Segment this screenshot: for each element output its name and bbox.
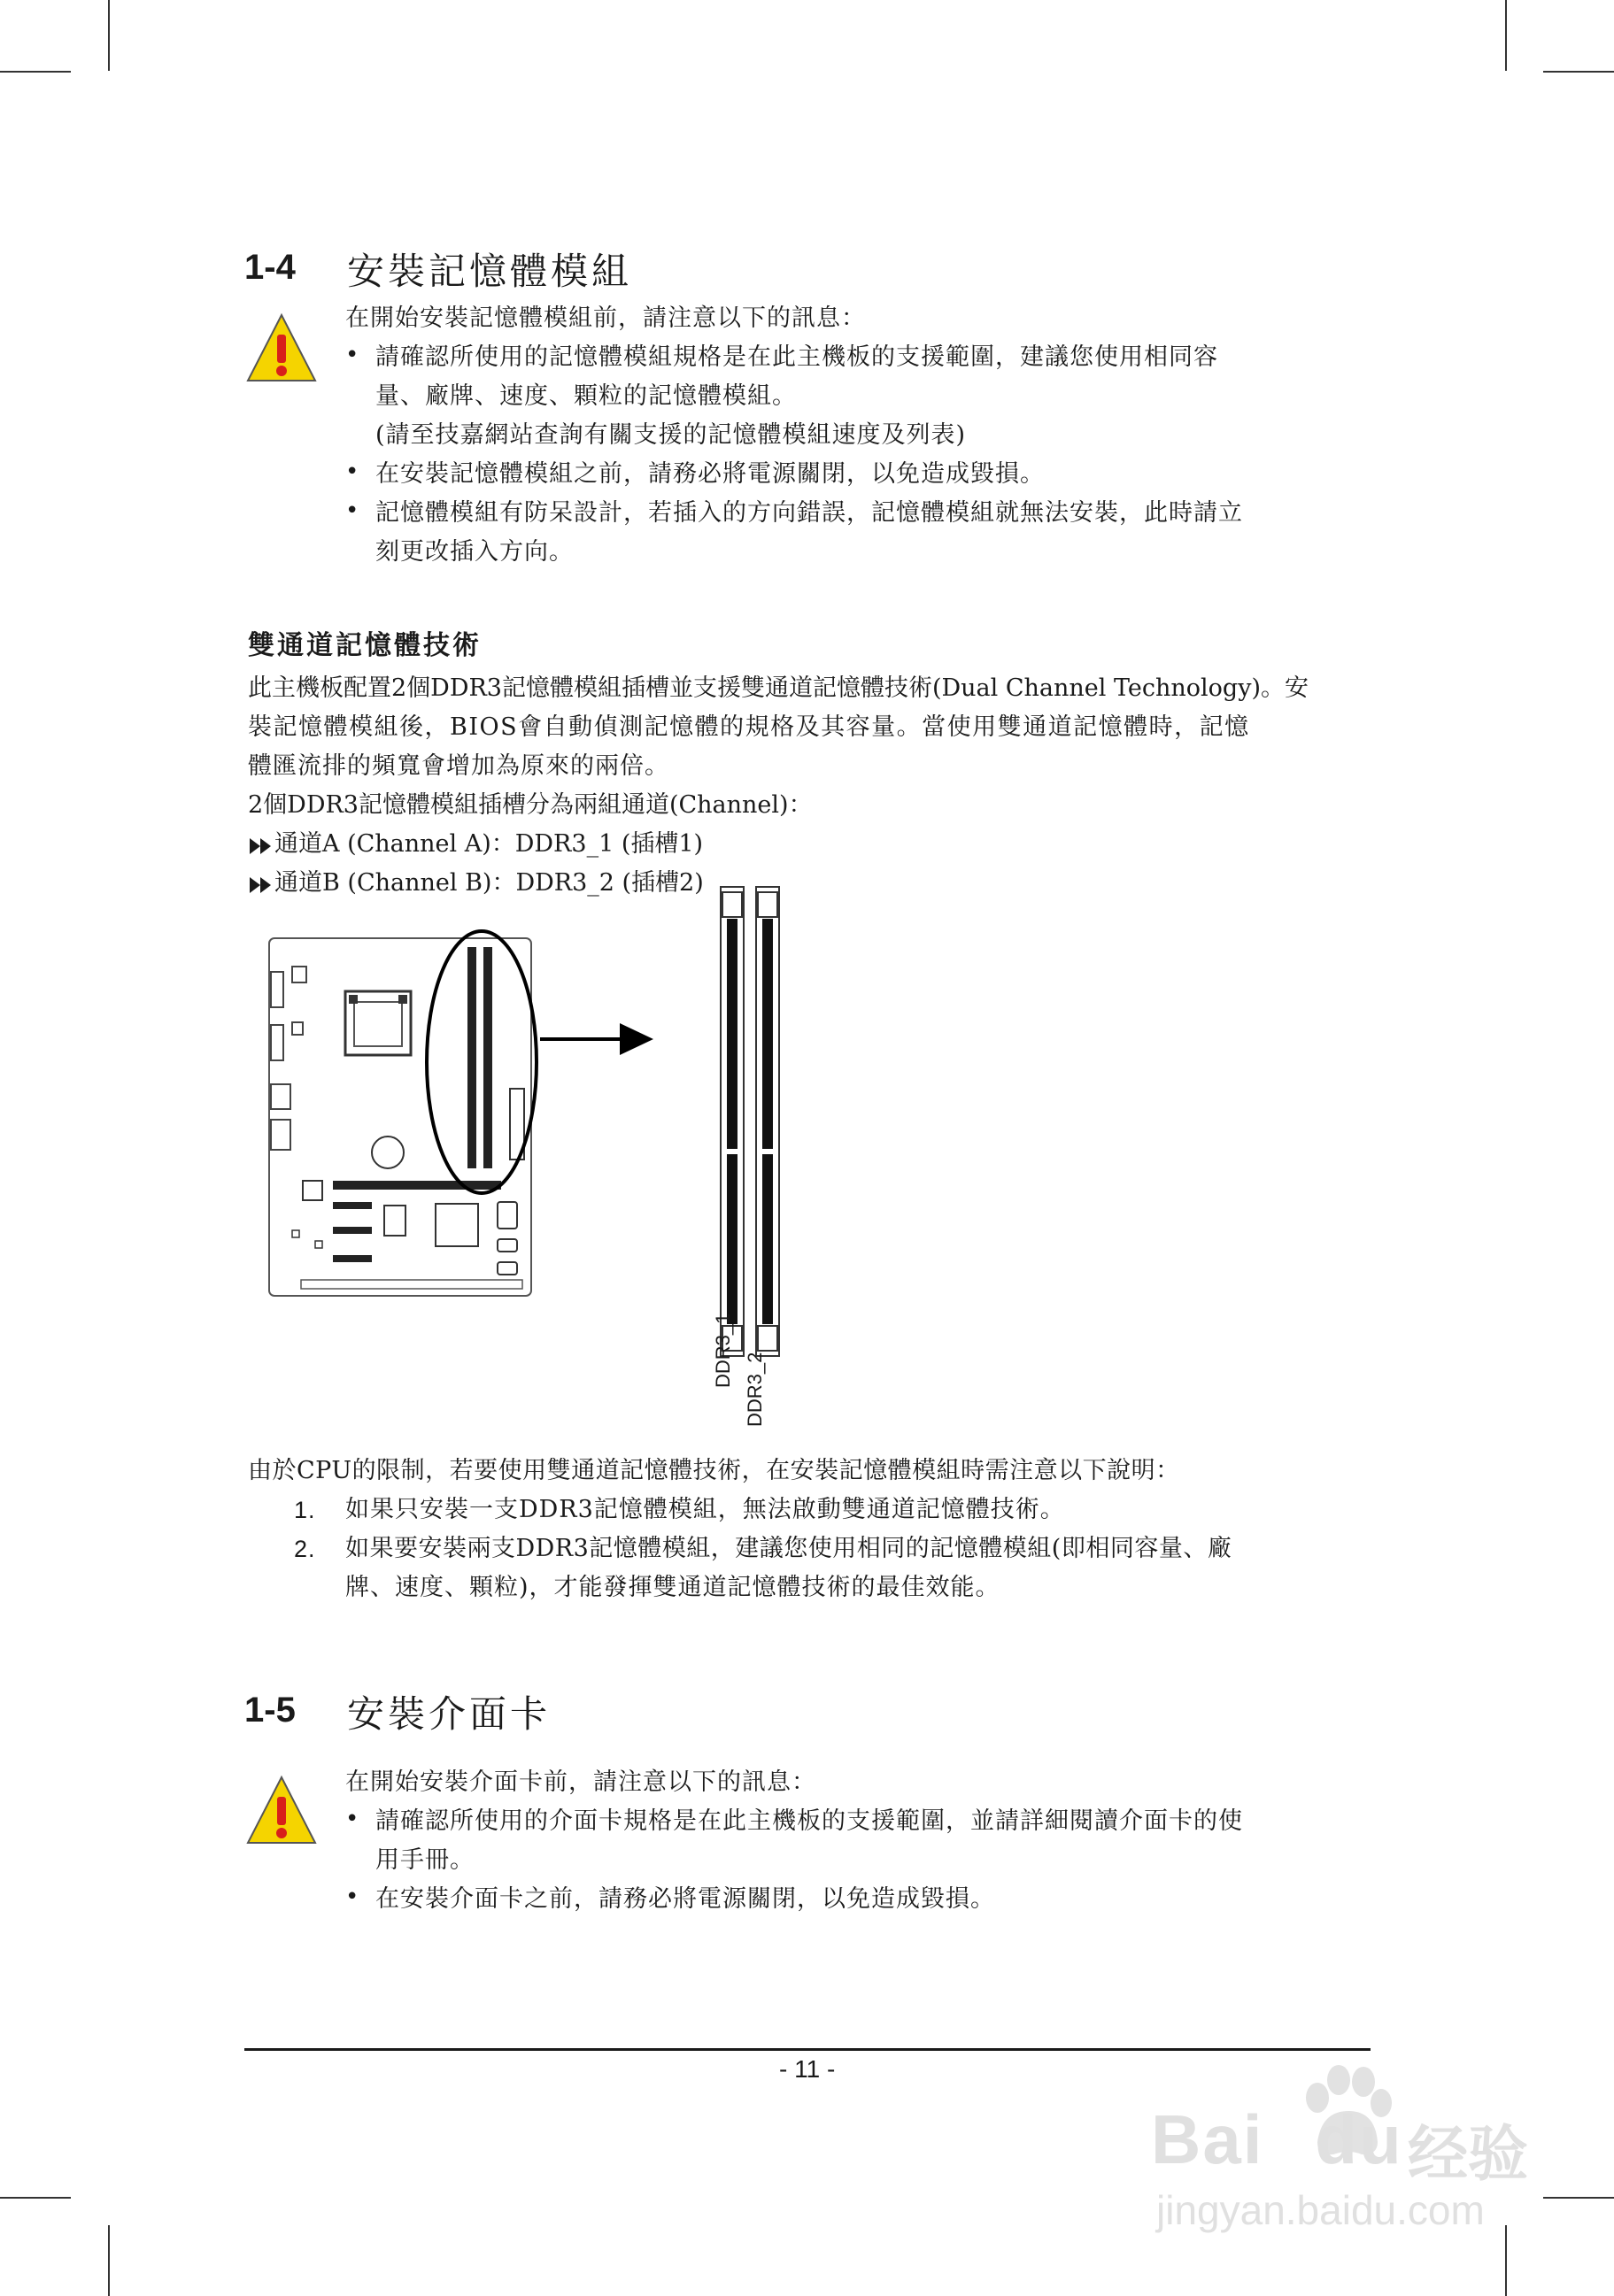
subsection-title: 雙通道記憶體技術 [248,630,482,661]
bullet-dot: • [345,342,359,368]
crop-mark [1543,2197,1614,2199]
warning-icon [244,1774,319,1848]
double-arrow-icon [250,875,273,895]
bullet-text: 在安裝記憶體模組之前，請務必將電源關閉，以免造成毀損。 [375,460,1045,488]
bullet-dot: • [345,458,359,485]
list-number: 1. [294,1497,316,1523]
channel-a: 通道A (Channel A)：DDR3_1 (插槽1) [274,830,704,858]
warning-intro: 在開始安裝記憶體模組前，請注意以下的訊息： [345,304,866,332]
bullet-dot: • [345,497,359,524]
paragraph-line: 體匯流排的頻寬會增加為原來的兩倍。 [248,752,669,780]
pointer-arrow [540,1020,655,1059]
paragraph-line: 裝記憶體模組後，BIOS會自動偵測記憶體的規格及其容量。當使用雙通道記憶體時，記憶 [248,713,1250,741]
watermark-brand-2: du [1315,2100,1403,2178]
crop-mark [1543,71,1614,73]
footer-rule [244,2048,1371,2051]
warning-intro: 在開始安裝介面卡前，請注意以下的訊息： [345,1768,816,1796]
bullet-text: 請確認所使用的介面卡規格是在此主機板的支援範圍，並請詳細閱讀介面卡的使 [375,1807,1243,1835]
watermark-url: jingyan.baidu.com [1156,2187,1485,2233]
paragraph-line: 此主機板配置2個DDR3記憶體模組插槽並支援雙通道記憶體技術(Dual Channel Technology)。安 [248,674,1309,702]
list-number: 2. [294,1536,316,1562]
crop-mark [0,2197,71,2199]
bullet-text: 量、廠牌、速度、顆粒的記憶體模組。 [375,382,797,410]
bullet-text: 刻更改插入方向。 [375,538,574,566]
crop-mark [0,71,71,73]
baidu-watermark [1142,2062,1532,2239]
list-text: 如果要安裝兩支DDR3記憶體模組，建議您使用相同的記憶體模組(即相同容量、廠 [345,1535,1232,1562]
crop-mark [108,0,110,71]
crop-mark [108,2225,110,2296]
double-arrow-icon [250,836,273,856]
watermark-brand [1151,2100,1403,2180]
watermark-brand-1: Bai [1151,2100,1264,2178]
warning-icon [244,312,319,386]
bullet-text: 記憶體模組有防呆設計，若插入的方向錯誤，記憶體模組就無法安裝，此時請立 [375,499,1243,527]
slot-label-ddr3-2: DDR3_2 [744,1352,766,1427]
page-number: - 11 - [779,2055,836,2083]
motherboard-diagram [266,921,549,1301]
slots-line: 2個DDR3記憶體模組插槽分為兩組通道(Channel)： [248,791,813,819]
bullet-dot: • [345,1806,359,1832]
section-title: 安裝記憶體模組 [347,250,633,293]
section-number: 1-5 [244,1691,296,1730]
bullet-text: (請至技嘉網站查詢有關支援的記憶體模組速度及列表) [375,421,967,449]
list-text: 牌、速度、顆粒)，才能發揮雙通道記憶體技術的最佳效能。 [345,1574,1000,1601]
list-text: 如果只安裝一支DDR3記憶體模組，無法啟動雙通道記憶體技術。 [345,1496,1065,1523]
dimm-slots-detail [715,883,790,1361]
section-number: 1-4 [244,248,296,287]
bullet-text: 請確認所使用的記憶體模組規格是在此主機板的支援範圍，建議您使用相同容 [375,343,1218,371]
bullet-dot: • [345,1884,359,1910]
channel-b: 通道B (Channel B)：DDR3_2 (插槽2) [274,869,704,897]
bullet-text: 在安裝介面卡之前，請務必將電源關閉，以免造成毀損。 [375,1885,995,1913]
slot-label-ddr3-1: DDR3_1 [712,1313,734,1388]
bullet-text: 用手冊。 [375,1846,475,1874]
cpu-note: 由於CPU的限制，若要使用雙通道記憶體技術，在安裝記憶體模組時需注意以下說明： [248,1457,1180,1484]
watermark-cn: 经验 [1408,2120,1529,2190]
crop-mark [1505,0,1507,71]
section-title: 安裝介面卡 [347,1692,552,1736]
